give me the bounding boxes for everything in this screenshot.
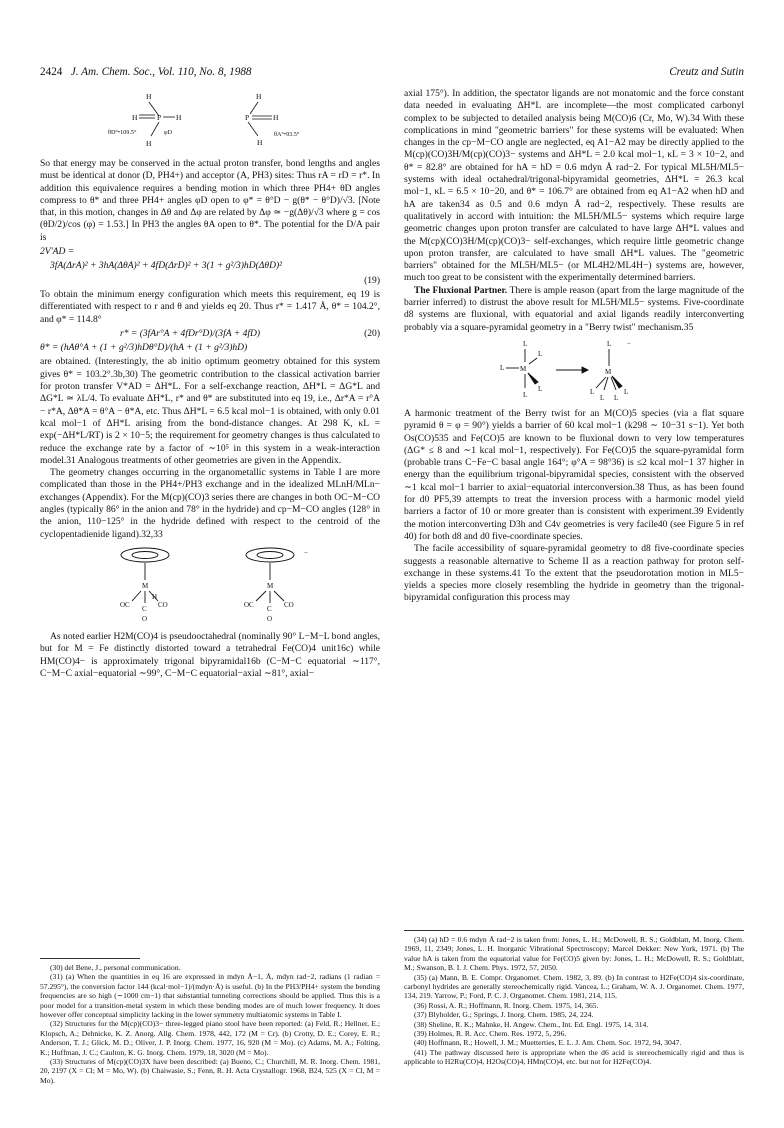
fig3r-label-l-4: L bbox=[624, 387, 629, 396]
fig2r-bond bbox=[256, 591, 266, 601]
footnote-32: (32) Structures for the M(cp)(CO)3− three-legged piano stool have been reported: (a) Feld, R.; Hellner, E.; Klopsch, A.; Dehnicke, K. Z. Anorg. Allg. Chem. 1978, 442, 172 (M = Cr). (b) Crotty, D. E.; Corey, E. R.; Anderson, T. J.; Glick, M. D.; Oliver, J. P. Inorg. Chem. 1977, 16, 920 (M = Mo). (c) Adams, M. A.; Folting, K.; Huffman, J. C.; Caulton, K. G. Inorg. Chem. 1979, 18, 3020 (M = Mo). bbox=[40, 1019, 380, 1057]
footnote-rule bbox=[40, 958, 140, 959]
fig2r-label-charge: − bbox=[304, 548, 308, 557]
fig1r-angle-theta-a: θA°•93.5° bbox=[274, 131, 300, 138]
header-authors: Creutz and Sutin bbox=[669, 66, 744, 78]
equation-19 bbox=[50, 260, 380, 272]
right-column bbox=[404, 88, 744, 605]
fig2r-label-m: M bbox=[267, 581, 274, 590]
eq19-lhs-text: 2V'AD = bbox=[40, 246, 75, 258]
left-paragraph-4: The geometry changes occurring in the organometallic systems in Table I are more complicated than those in the PH4+/PH3 exchange and in the idealized MLnH/MLn− exchanges (Appendix). For the M(cp)(CO)3 series there are changes in both OC−M−CO angles (typically 86° in the anion and 78° in the hydride) and cp−M−CO angles (128° in the anion, 110−125° in the hydride defined with respect to the centroid of the cyclopentadienide ligand).32,33 bbox=[40, 467, 380, 540]
footnote-34: (34) (a) hD = 0.6 mdyn Å rad−2 is taken from: Jones, L. H.; McDowell, R. S.; Goldblatt, M. Inorg. Chem. 1969, 11, 2349; Jones, L. H. Inorganic Vibrational Spectroscopy; Marcel Dekker: New York, 1971. (b) The value hA is taken from the equatorial value for Fe(CO)5 given by: Jones, L. H.; McDowell, R. S.; Goldblatt, M.; Swanson, B. I. J. Chem. Phys. 1972, 57, 2050. bbox=[404, 935, 744, 973]
left-paragraph-1: So that energy may be conserved in the actual proton transfer, bond lengths and angles must be identical at donor (D, PH4+) and acceptor (A, PH3) sites: Thus rA = rD = r*. In addition this equivalence requires a bending motion in which three PH4+ θD angles compress to θ* and three PH4+ angles φD open to φ* = θ°D − g(θ* − θ°D)/√3. [Note that, in this motion, changes in Δθ and Δφ are related by Δφ ≃ −g(Δθ)/√3 where g = cos (θD/2)/cos (φ) = 1.53.] In PH3 the angles θA open to θ*. The potential for the D/A pair is bbox=[40, 158, 380, 243]
fig2-cp-ring-left bbox=[121, 548, 169, 562]
fig2r-label-co: CO bbox=[284, 600, 294, 609]
fig3r-label-l-2: L bbox=[600, 393, 605, 402]
fig2-label-h: H bbox=[152, 592, 158, 601]
left-paragraph-2: To obtain the minimum energy configuration which meets this requirement, eq 19 is differentiated with respect to r and θ and yields eq 20. Thus r* = 1.417 Å, θ* = 104.2°, and φ* = 114.8° bbox=[40, 288, 380, 325]
fig1r-label-p: P bbox=[245, 113, 250, 122]
eq19-rhs-text: 3fA(ΔrA)² + 3hA(ΔθA)² + 4fD(ΔrD)² + 3(1 + g²/3)hD(ΔθD)² bbox=[50, 260, 283, 272]
fig1r-label-h-right: H bbox=[273, 113, 279, 122]
fig1-angle-theta-d: θD°•109.5° bbox=[108, 129, 137, 136]
fig3r-label-m: M bbox=[605, 367, 612, 376]
section-heading-fluxional: The Fluxional Partner. bbox=[414, 284, 508, 296]
journal-citation: J. Am. Chem. Soc., Vol. 110, No. 8, 1988 bbox=[70, 66, 252, 78]
left-column bbox=[40, 88, 380, 680]
figure-berry-twist bbox=[404, 336, 744, 406]
fig3-wedge-bond bbox=[528, 373, 538, 384]
left-paragraph-3: are obtained. (Interestingly, the ab initio optimum geometry obtained for this system gives θ* = 103.2°.3b,30) The geometric contribution to the classical activation barrier for proton transfer V*AD = ΔH*L. For a self-exchange reaction, ΔH*L = ΔG*L and ΔG*L ≃ λL/4. To evaluate ΔH*L, r* and θ* are substituted into eq 19, i.e., Δr*A = r°A − r*A, Δθ*A = θ°A − θ*A, etc. Thus ΔH*L = 6.5 kcal mol−1 is obtained, with only 0.01 kcal mol−1 of ΔH*L arising from the bond-distance changes. At 298 K, κL = exp(−ΔH*L/RT) is 2 × 10−5; the requirement for geometry changes is thus calculated to reduce the exchange rate by a factor of ∼10⁵ in this system in a weak-interaction model.31 Analogous treatments of other geometries are given in the Appendix. bbox=[40, 356, 380, 466]
page-number: 2424 bbox=[40, 66, 63, 78]
fig3-arrow-head bbox=[582, 367, 588, 373]
eq20-number: (20) bbox=[364, 327, 380, 339]
footnote-35: (35) (a) Mann, B. E. Compr. Organomet. Chem. 1982, 3, 89. (b) In contrast to H2Fe(CO)4 six-coordinate, carbonyl hydrides are generally stereochemically rigid. Vancea, L.; Graham, W. A. J. Organomet. Chem. 1977, 134, 219. Yarrow, P.; Ford, P. C. J. Organomet. Chem. 1981, 214, 115. bbox=[404, 972, 744, 1001]
equation-20a: r* = (3fAr°A + 4fDr°D)/(3fA + 4fD) (20) bbox=[120, 327, 380, 339]
header-left bbox=[40, 66, 252, 78]
right-paragraph-4: The facile accessibility of square-pyramidal geometry to d8 five-coordinate species suggests a reasonable alternative to Scheme II as a reaction pathway for proton self-exchange in these systems.41 To the extent that the pseudorotation motion in ML5− yields a species more closely resembling the hydride in geometry than the trigonal-bipyramidal configuration this process may bbox=[404, 543, 744, 604]
fig1r-bond bbox=[248, 122, 258, 136]
footnote-33: (33) Structures of M(cp)(CO)3X have been described: (a) Bueno, C.; Churchill, M. R. Inorg. Chem. 1981, 20, 2197 (X = Cl; M = Mo, W). (b) Chaiwasie, S.; Fenn, R. H. Acta Crystallogr. 1968, B24, 525 (X = Cl, M = Mo). bbox=[40, 1057, 380, 1085]
fig3r-label-charge: − bbox=[627, 339, 631, 348]
figure-ph4-ph3-geometry bbox=[40, 90, 380, 156]
footnote-rule-right bbox=[404, 930, 744, 931]
figure-piano-stool-structures bbox=[40, 543, 380, 629]
fig1-label-h-left: H bbox=[132, 113, 138, 122]
fig1-angle-phi-d: φD bbox=[164, 129, 173, 136]
fig2-cp-ring-right bbox=[246, 548, 294, 562]
fig2-label-m: M bbox=[142, 581, 149, 590]
equation-19-number: (19) bbox=[364, 274, 380, 286]
fig1r-label-h-top: H bbox=[256, 92, 262, 101]
footnote-36: (36) Rossi, A. R.; Hoffmann, R. Inorg. Chem. 1975, 14, 365. bbox=[414, 1000, 599, 1010]
fig2-cp-inner-right bbox=[257, 551, 283, 558]
footnote-39: (39) Holmes, R. R. Acc. Chem. Res. 1972, 5, 296. bbox=[414, 1029, 567, 1039]
fig3r-label-l-1: L bbox=[590, 387, 595, 396]
footnote-41: (41) The pathway discussed here is appropriate when the d6 acid is stereochemically rigid and thus is applicable to H2Ru(CO)4, H2Os(CO)4, HMn(CO)4, etc. but not for H2Fe(CO)4. bbox=[404, 1047, 744, 1067]
fig1-label-h-bottom: H bbox=[146, 139, 152, 148]
fig3r-bond bbox=[596, 377, 606, 388]
fig3r-wedge-bond bbox=[612, 376, 622, 388]
footnote-37: (37) Blyholder, G.; Springs, J. Inorg. Chem. 1985, 24, 224. bbox=[414, 1010, 594, 1020]
fig2-label-oc: OC bbox=[120, 600, 130, 609]
fig1-bond bbox=[151, 122, 159, 136]
fig3-label-l-top: L bbox=[523, 339, 528, 348]
right-paragraph-1: axial 175°). In addition, the spectator ligands are not monatomic and the force constant data needed in evaluating ΔH*L are incomplete—the most complicated carbonyl complex to be subjected to detailed analysis being M(CO)6 (Cr, Mo, W).34 With these complications in mind "geometric barriers" for these systems will be evaluated: When changes in the cp−M−CO angle are neglected, eq A1−A2 may be directly applied to the M(cp)(CO)3H/M(cp)(CO)3− systems and ΔH*L = 2.0 kcal mol−1, κL = 3 × 10−2, and θ* = 82.8° are obtained for hA = hD = 0.6 mdyn Å rad−2. For typical ML5H/ML5− systems with ideal octahedral/trigonal-bipyramidal geometries, ΔH*L = 26.3 kcal mol−1, κL = 6.5 × 10−20, and θ* = 106.7° are obtained from eq A1−A2 when hD and hA are taken34 as 0.5 and 0.6 mdyn Å rad−2, respectively. These results are qualitatively in accord with intuition: the ML5H/ML5− systems which require large geometric changes upon proton transfer are calculated to have large ΔH*L values and the M(cp)(CO)3H/M(cp)(CO)3− self-exchanges, which require little geometric change upon proton transfer, are calculated to have small ΔH*L values. The "geometric barriers" obtained for the ML5H/ML5− (or ML4H2/ML4H−) systems are, however, much too great to be consistent with the experimentally determined barriers. bbox=[404, 88, 744, 284]
fig3r-label-l-top: L bbox=[607, 339, 612, 348]
fig3-label-l-left: L bbox=[500, 363, 505, 372]
fig2-label-c: C bbox=[142, 604, 147, 613]
footnote-38: (38) Sheline, R. K.; Mahnke, H. Angew. Chem., Int. Ed. Engl. 1975, 14, 314. bbox=[414, 1019, 649, 1029]
fig2-cp-inner-left bbox=[132, 551, 158, 558]
footnote-30: (30) del Bene, J., personal communication. bbox=[50, 963, 181, 972]
right-paragraph-2-text: There is ample reason (apart from the large magnitude of the barrier inferred) to distrust the above result for ML5H/ML5− systems. Five-coordinate d8 systems are fluxional, with equatorial and axial ligands readily interconverting probably via a square-pyramidal geometry in a "Berry twist" mechanism.35 bbox=[404, 284, 744, 333]
fig3-bond bbox=[529, 358, 537, 364]
equation-19-lhs bbox=[40, 246, 380, 258]
fig3r-label-l-3: L bbox=[614, 393, 619, 402]
left-paragraph-5: As noted earlier H2M(CO)4 is pseudooctahedral (nominally 90° L−M−L bond angles, but for M = Fe distinctly distorted toward a tetrahedral Fe(CO)4 unit16c) while HM(CO)4− is approximately trigonal bipyramidal16b (C−M−C equatorial ∼117°, C−M−C axial−equatorial ∼99°, C−M−C equatorial−axial ∼81°, axial− bbox=[40, 630, 380, 679]
left-footnotes bbox=[40, 958, 380, 1085]
fig3-label-m: M bbox=[520, 364, 527, 373]
fig2-label-o: O bbox=[142, 614, 148, 623]
fig1-label-p: P bbox=[157, 113, 162, 122]
fig1r-bond bbox=[250, 102, 258, 114]
fig2r-bond bbox=[274, 591, 284, 601]
right-paragraph-3: A harmonic treatment of the Berry twist for an M(CO)5 species (via a flat square pyramid θ = φ = 90°) yields a barrier of 60 kcal mol−1 (k298 ∼ 10−31 s−1). Yet both Os(CO)535 and Fe(CO)5 are known to be fluxional down to very low temperatures (ΔG* ≤ 8 and ∼1 kcal mol−1, respectively). For Fe(CO)5 the square-pyramidal form (probable trans C−Fe−C basal angle 164°; φ°A = 98°36) is ≤2 kcal mol−1 37 higher in energy than the equilibrium trigonal-bipyramidal species, consistent with the observed ∼1 kcal mol−1 barrier to axial−equatorial interconversion.38 Thus, as has been found for d0 PF5,39 attempts to treat the inversion process with a harmonic model yield barriers a factor of 10 or more greater than is consistent with experiment.39 Evidently the motion interconverting D3h and C4v geometries is very facile40 (see Figure 5 in ref 40) for both d8 and d0 five-coordinate species. bbox=[404, 407, 744, 542]
fig1-label-h-right: H bbox=[176, 113, 182, 122]
fig1r-label-h-bottom: H bbox=[257, 138, 263, 147]
footnote-31: (31) (a) When the quantities in eq 16 are expressed in mdyn Å−1, Å, mdyn rad−2, radians (1 radian = 57.295°), the conversion factor 144 (kcal·mol−1)/(mdyn·Å) is useful. (b) In the PH3/PH4+ system the bending frequencies are so high (∼1000 cm−1) that substantial tunneling corrections should be applied. Thus this is a poor model for a transition-metal system in which these bending modes are of much lower frequency. It does however offer conceptual simplicity lacking in the lower symmetry multiatomic systems in Table I. bbox=[40, 972, 380, 1020]
fig2r-label-o: O bbox=[267, 614, 273, 623]
fig2-label-co: CO bbox=[158, 600, 168, 609]
fig3-label-l-lower-right: L bbox=[538, 384, 543, 393]
equation-20b: θ* = (hAθ°A + (1 + g²/3)hDθ°D)/(hA + (1 + g²/3)hD) bbox=[40, 342, 248, 354]
fig2r-label-oc: OC bbox=[244, 600, 254, 609]
fig3-label-l-upper-right: L bbox=[538, 349, 543, 358]
fig2r-label-c: C bbox=[267, 604, 272, 613]
right-footnotes bbox=[404, 930, 744, 1067]
right-paragraph-2 bbox=[404, 285, 744, 334]
running-header bbox=[40, 66, 744, 82]
footnote-40: (40) Hoffmann, R.; Howell, J. M.; Muetterties, E. L. J. Am. Chem. Soc. 1972, 94, 3047. bbox=[414, 1038, 682, 1048]
fig2-bond bbox=[132, 591, 141, 601]
fig3-label-l-bottom: L bbox=[523, 390, 528, 399]
fig1-label-h-top: H bbox=[146, 92, 152, 101]
